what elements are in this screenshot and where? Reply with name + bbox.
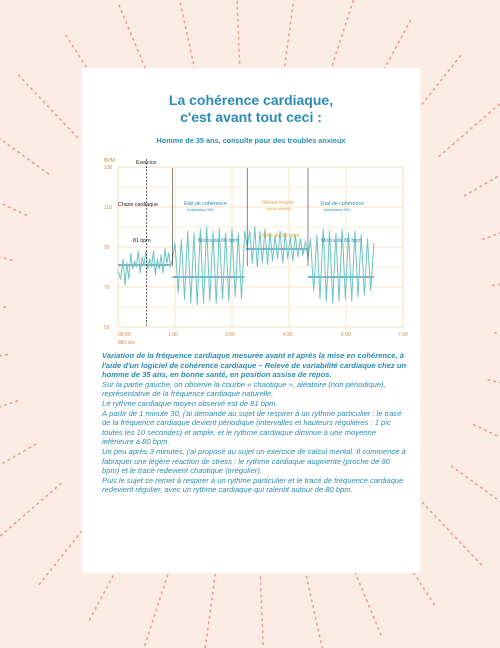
sun-ray <box>285 0 297 65</box>
paragraph-3: À partir de 1 minute 30, j'ai demandé au sujet de respirer à un rythme particulier : le tracé de la fréquence cardiaque devient périodique (intervalles et hauteurs régulières : 1 pic toutes les 10 secondes) et ample, et le rythme cardiaque diminue à une moyenne inférieure à 80 bpm. <box>102 408 402 447</box>
sun-ray <box>474 425 500 461</box>
sun-ray <box>0 239 12 260</box>
sun-ray <box>0 484 61 541</box>
x-tick-430: 4:30 <box>283 332 293 338</box>
sun-ray <box>203 575 215 648</box>
sun-ray <box>464 153 500 196</box>
sun-ray <box>423 503 483 566</box>
sun-ray <box>0 444 36 487</box>
sun-ray <box>329 0 356 76</box>
page-title-line1: La cohérence cardiaque, <box>168 92 334 108</box>
page-title-line2: c'est avant tout ceci : <box>180 109 322 125</box>
y-tick-90: 90 <box>104 245 110 251</box>
paragraph-4: Un peu après 3 minutes, j'ai proposé au sujet un exercice de calcul mental. Il commence à fabriquer une légère réaction de stress : le rythme cardiaque augmente (proche de 90 bpm) et le tracé redevient chaotique (irrégulier). <box>102 446 406 476</box>
paragraph-1: Sur la partie gauche, on observe la courbe « chaotique », aléatoire (non périodique), représentative de la fréquence cardiaque naturelle. <box>102 379 386 399</box>
sun-ray <box>452 466 500 517</box>
sun-ray <box>144 564 171 648</box>
annotation-coherence1-sub: (respiration 5/5) <box>187 208 214 212</box>
x-tick-300: 3:00 <box>225 332 235 338</box>
y-tick-50: 50 <box>104 325 110 331</box>
sun-ray <box>495 333 500 337</box>
sun-ray <box>0 179 26 215</box>
annotation-chaos: Chaos cardiaque <box>118 202 159 208</box>
lead-paragraph: Variation de la fréquence cardiaque mesurée avant et après la mise en cohérence, à l'aide d'un logiciel de cohérence cardiaque – Relevé de variabilité cardiaque chez un homme de 35 ans, en bonne santé, en position assise de repos. <box>102 351 407 380</box>
heart-rate-chart <box>99 156 414 348</box>
annotation-stress: Stress moyen <box>262 200 295 206</box>
paragraph-2: Le rythme cardiaque moyen observé est de 81 bpm. <box>102 398 278 408</box>
y-tick-130: 130 <box>104 165 113 171</box>
annotation-coherence2: Etat de cohérence <box>321 201 364 207</box>
sun-ray <box>305 571 324 648</box>
annotation-near90: Près de 90 bpm <box>262 233 300 239</box>
x-tick-0000: 00:00 <box>118 332 131 338</box>
annotation-below80-1: Moins de 80 bpm <box>198 238 239 244</box>
sun-ray <box>176 0 195 69</box>
y-tick-70: 70 <box>104 285 110 291</box>
explanation-text <box>102 351 407 495</box>
sun-ray <box>439 100 500 157</box>
sun-ray <box>483 211 500 239</box>
sun-ray <box>0 401 17 429</box>
sun-ray <box>493 273 500 285</box>
y-axis-label: BPM <box>104 158 115 164</box>
x-tick-600: 6:00 <box>341 332 351 338</box>
sun-ray <box>260 577 264 648</box>
x-tick-130: 1:30 <box>168 332 178 338</box>
annotation-stress-sub: (calcul mental) <box>266 207 291 211</box>
sun-ray <box>0 123 48 174</box>
annotation-exercise: Exercice <box>136 160 157 166</box>
annotation-coherence2-sub: (respiration 5/5) <box>324 208 351 212</box>
sun-ray <box>18 74 78 137</box>
sun-ray <box>0 303 5 307</box>
paragraph-5: Puis le sujet se remet à respirer à un rythme particulier et le tracé de fréquence cardiaque redevient régulier, avec un rythme cardiaque qui ralentit autour de 80 bpm. <box>102 475 404 495</box>
sun-ray <box>488 380 500 401</box>
sun-ray <box>0 355 7 367</box>
info-card <box>82 68 420 573</box>
x-tick-730: 7:30 <box>398 332 408 338</box>
sun-ray <box>236 0 240 63</box>
y-tick-110: 110 <box>104 205 112 211</box>
annotation-81bpm: 81 bpm <box>133 238 151 244</box>
annotation-below80-2: Moins de 80 bpm <box>321 238 362 244</box>
chart-subtitle: Homme de 35 ans, consulte pour des troubles anxieux <box>156 136 346 145</box>
x-axis-label: Min:sec <box>118 340 136 346</box>
annotation-coherence1: Etat de cohérence <box>184 201 227 207</box>
